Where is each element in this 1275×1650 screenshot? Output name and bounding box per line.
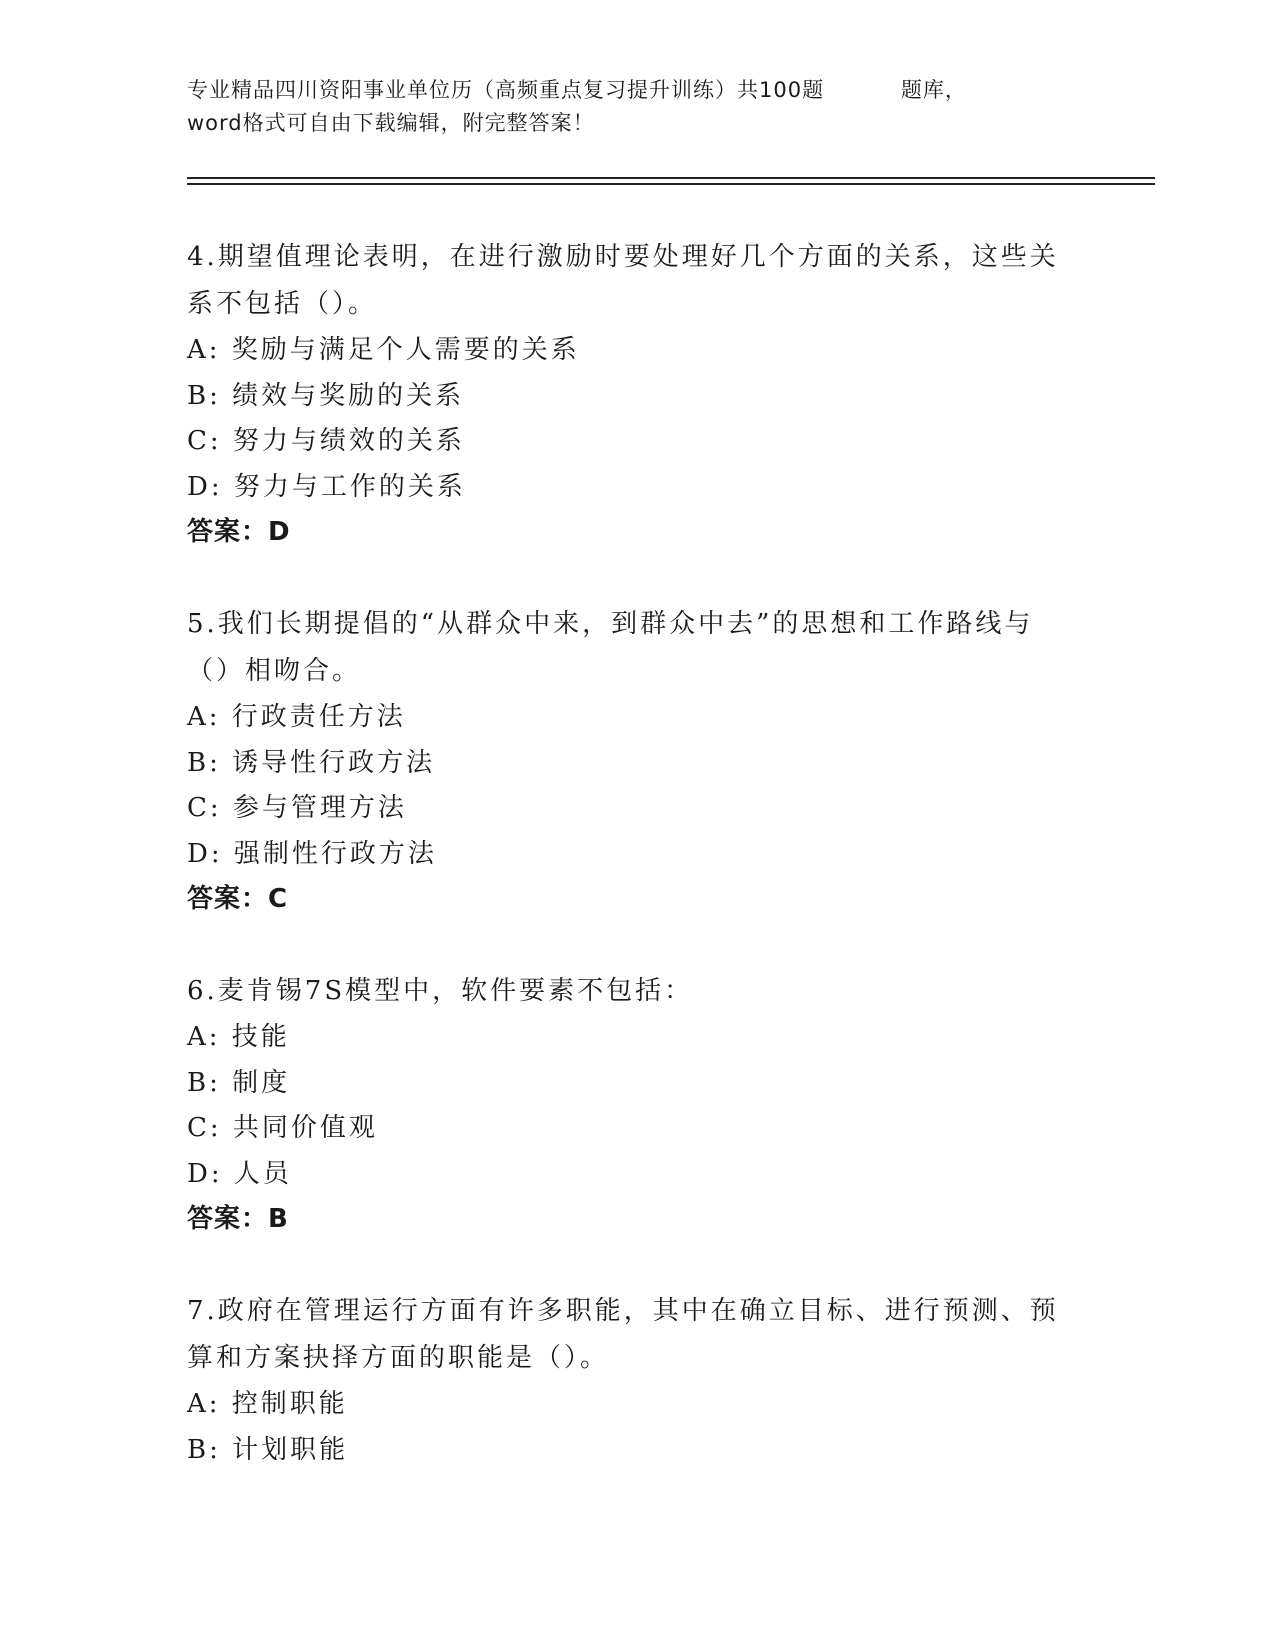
option-d: D: 强制性行政方法: [187, 838, 437, 869]
option-a: A: 技能: [187, 1022, 290, 1052]
question-stem: 7.政府在管理运行方面有许多职能，其中在确立目标、进行预测、预算和方案抉择方面的职能是（）。: [187, 1296, 1059, 1373]
answer-line: 答案：B: [187, 1204, 289, 1234]
question-list: [187, 234, 1067, 1519]
header-divider-top: [187, 177, 1155, 179]
header-divider-bottom: [187, 183, 1155, 185]
question-stem: 4.期望值理论表明，在进行激励时要处理好几个方面的关系，这些关系不包括（）。: [187, 242, 1059, 319]
option-b: B: 计划职能: [187, 1434, 349, 1465]
question-5: [187, 601, 1067, 922]
option-d: D: 人员: [187, 1158, 292, 1189]
header-line-1: 专业精品四川资阳事业单位历（高频重点复习提升训练）共100题 题库，: [187, 78, 967, 102]
option-b: B: 绩效与奖励的关系: [187, 380, 465, 411]
option-a: A: 奖励与满足个人需要的关系: [187, 335, 580, 365]
option-c: C: 努力与绩效的关系: [187, 426, 465, 456]
question-7: [187, 1288, 1067, 1473]
question-stem: 6.麦肯锡7S模型中，软件要素不包括：: [187, 976, 694, 1006]
option-b: B: 制度: [187, 1067, 291, 1098]
option-a: A: 控制职能: [187, 1389, 348, 1419]
option-a: A: 行政责任方法: [187, 702, 406, 732]
question-4: [187, 234, 1067, 555]
option-c: C: 参与管理方法: [187, 793, 407, 823]
answer-line: 答案：C: [187, 884, 289, 914]
option-d: D: 努力与工作的关系: [187, 471, 466, 502]
option-c: C: 共同价值观: [187, 1113, 378, 1143]
answer-line: 答案：D: [187, 517, 291, 547]
header-line-2: word格式可自由下载编辑，附完整答案！: [187, 111, 595, 135]
question-stem: 5.我们长期提倡的“从群众中来，到群众中去”的思想和工作路线与（）相吻合。: [187, 609, 1034, 686]
document-header: [187, 74, 1067, 140]
option-b: B: 诱导性行政方法: [187, 747, 436, 778]
question-6: [187, 968, 1067, 1242]
